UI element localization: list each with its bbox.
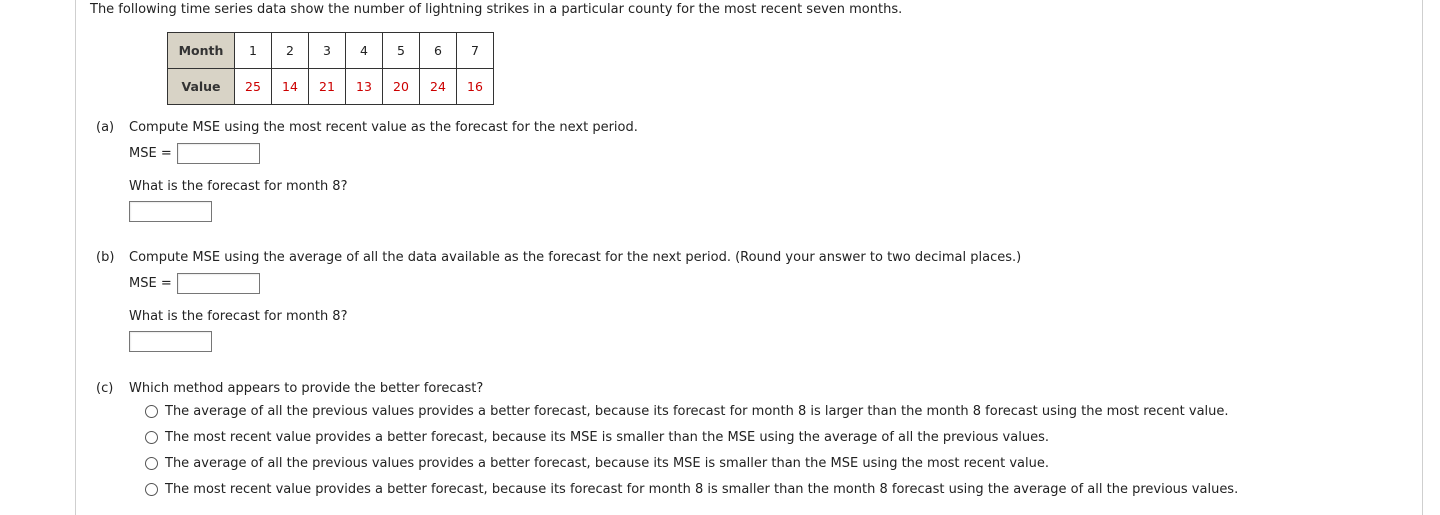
part-c-option-4[interactable] xyxy=(145,482,1238,497)
part-a-label: (a) xyxy=(96,120,115,135)
value-cell: 24 xyxy=(420,69,457,105)
option-text: The most recent value provides a better forecast, because its MSE is smaller than the MSE using the average of all the previous values. xyxy=(165,430,1049,445)
part-c-label: (c) xyxy=(96,381,114,396)
month-cell: 5 xyxy=(383,33,420,69)
value-cell: 14 xyxy=(272,69,309,105)
part-b-question: Compute MSE using the average of all the data available as the forecast for the next period. (Round your answer to two decimal places.) xyxy=(129,250,1022,265)
month-cell: 3 xyxy=(309,33,346,69)
value-header: Value xyxy=(168,69,235,105)
part-c-option-2[interactable] xyxy=(145,430,1049,445)
part-a-forecast-input[interactable] xyxy=(129,201,212,222)
part-c-option-1[interactable] xyxy=(145,404,1229,419)
value-cell: 21 xyxy=(309,69,346,105)
value-cell: 13 xyxy=(346,69,383,105)
part-b-mse-input[interactable] xyxy=(177,273,260,294)
option-text: The most recent value provides a better forecast, because its forecast for month 8 is smaller than the month 8 forecast using the average of all the previous values. xyxy=(165,482,1239,497)
intro-text: The following time series data show the number of lightning strikes in a particular county for the most recent seven months. xyxy=(90,2,903,17)
part-a-mse-input[interactable] xyxy=(177,143,260,164)
part-c-question: Which method appears to provide the better forecast? xyxy=(129,381,484,396)
month-cell: 7 xyxy=(457,33,494,69)
month-cell: 4 xyxy=(346,33,383,69)
part-a-question: Compute MSE using the most recent value as the forecast for the next period. xyxy=(129,120,638,135)
part-a-forecast-question: What is the forecast for month 8? xyxy=(129,179,348,194)
time-series-table xyxy=(167,32,494,105)
part-b-mse-label: MSE = xyxy=(129,276,172,291)
month-cell: 1 xyxy=(235,33,272,69)
radio-button[interactable] xyxy=(145,431,158,444)
value-cell: 16 xyxy=(457,69,494,105)
month-cell: 2 xyxy=(272,33,309,69)
value-row xyxy=(168,69,494,105)
option-text: The average of all the previous values provides a better forecast, because its MSE is smaller than the MSE using the most recent value. xyxy=(165,456,1049,471)
month-cell: 6 xyxy=(420,33,457,69)
radio-button[interactable] xyxy=(145,405,158,418)
part-b-forecast-question: What is the forecast for month 8? xyxy=(129,309,348,324)
value-cell: 20 xyxy=(383,69,420,105)
radio-button[interactable] xyxy=(145,457,158,470)
option-text: The average of all the previous values provides a better forecast, because its forecast for month 8 is larger than the month 8 forecast using the most recent value. xyxy=(165,404,1229,419)
part-c-option-3[interactable] xyxy=(145,456,1049,471)
month-header: Month xyxy=(168,33,235,69)
value-cell: 25 xyxy=(235,69,272,105)
part-b-forecast-input[interactable] xyxy=(129,331,212,352)
part-a-mse-label: MSE = xyxy=(129,146,172,161)
part-b-label: (b) xyxy=(96,250,115,265)
radio-button[interactable] xyxy=(145,483,158,496)
month-row xyxy=(168,33,494,69)
